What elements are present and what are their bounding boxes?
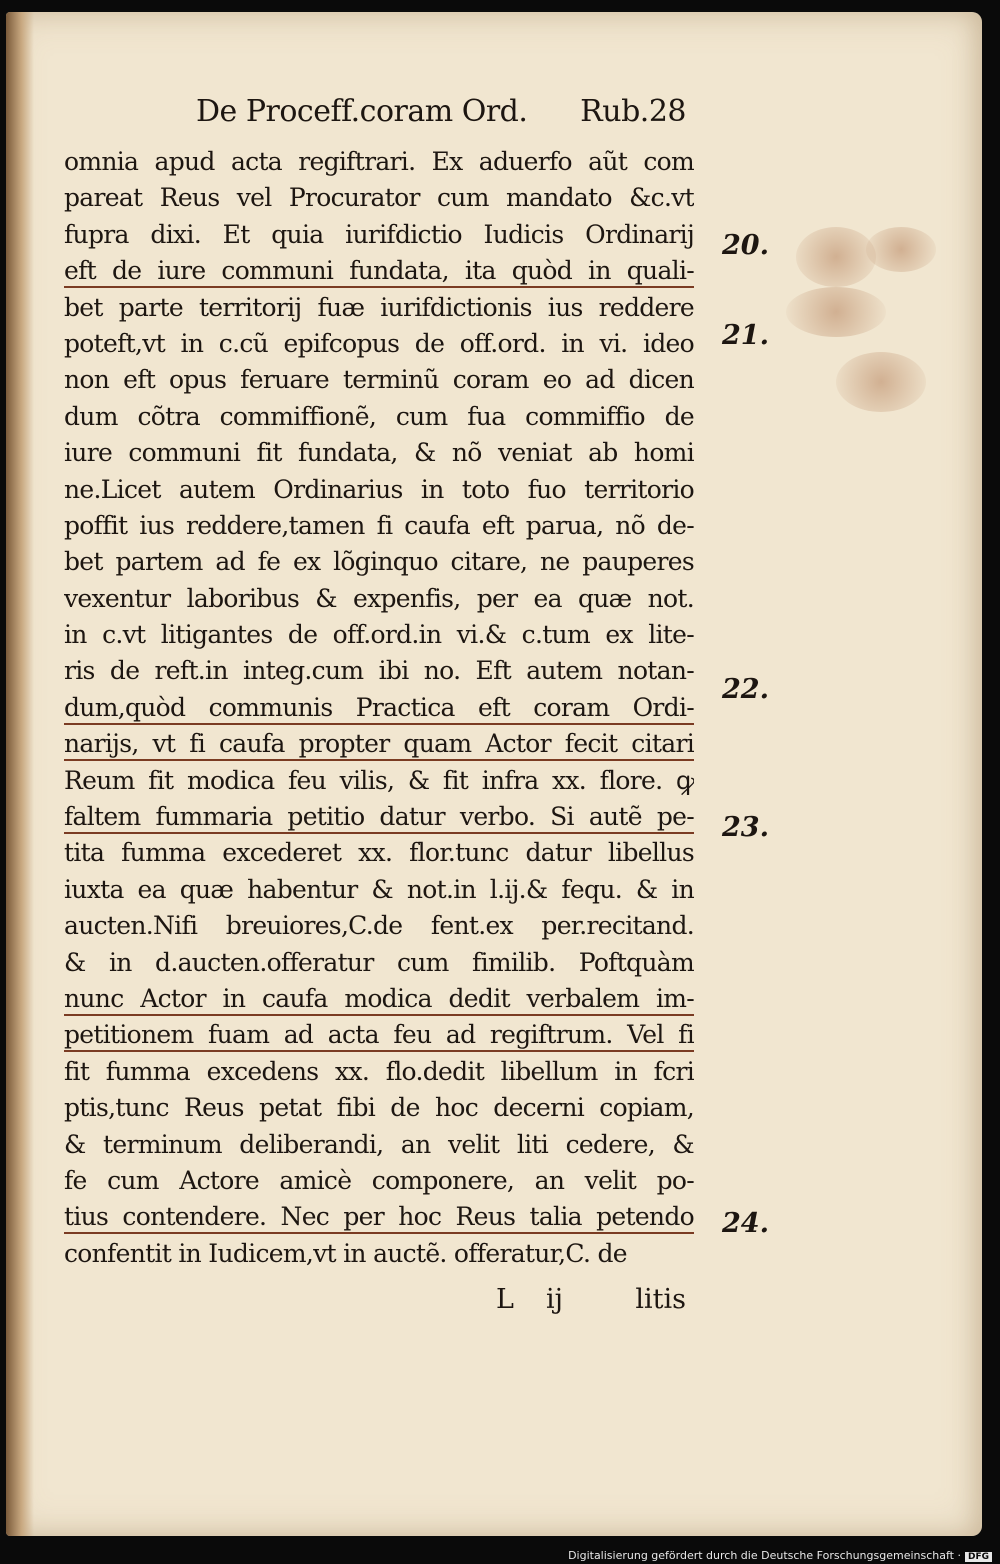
- margin-note-23: 23.: [722, 812, 769, 843]
- text-line: poffit ius reddere,tamen fi caufa eft parua, nõ de-: [64, 510, 694, 540]
- text-line: & terminum deliberandi, an velit liti cedere, &: [64, 1129, 694, 1159]
- text-line: pareat Reus vel Procurator cum mandato &c.vt: [64, 183, 694, 213]
- text-line: eft de iure communi fundata, ita quòd in quali-: [64, 253, 694, 289]
- signature-mark: L: [496, 1284, 514, 1315]
- text-line: ris de reft.in integ.cum ibi no. Eft autem notan-: [64, 656, 694, 686]
- foxing-stain: [836, 352, 926, 412]
- text-line: narijs, vt fi caufa propter quam Actor fecit citari: [64, 726, 694, 762]
- credit-text: Digitalisierung gefördert durch die Deutsche Forschungsgemeinschaft ·: [568, 1549, 961, 1562]
- margin-note-21: 21.: [722, 320, 769, 351]
- text-line: fupra dixi. Et quia iurifdictio Iudicis Ordinarij: [64, 219, 694, 249]
- text-line: fe cum Actore amicè componere, an velit po-: [64, 1165, 694, 1195]
- text-line: omnia apud acta regiftrari. Ex aduerfo aũt com: [64, 147, 694, 176]
- signature-leaf: ij: [546, 1284, 564, 1315]
- text-line: bet partem ad fe ex lõginquo citare, ne pauperes: [64, 547, 694, 577]
- text-line: dum,quòd communis Practica eft coram Ordi-: [64, 690, 694, 726]
- text-line: poteft,vt in c.cũ epifcopus de off.ord. in vi. ideo: [64, 328, 694, 358]
- foxing-stain: [786, 287, 886, 337]
- text-line: aucten.Nifi breuiores,C.de fent.ex per.recitand.: [64, 911, 694, 941]
- margin-note-24: 24.: [722, 1208, 769, 1239]
- margin-note-20: 20.: [722, 230, 769, 261]
- text-line: Reum fit modica feu vilis, & fit infra xx. flore. ꝙ: [64, 765, 694, 795]
- margin-note-22: 22.: [722, 674, 769, 705]
- text-line: vexentur laboribus & expenfis, per ea quæ not.: [64, 583, 694, 613]
- text-line: ne.Licet autem Ordinarius in toto fuo territorio: [64, 474, 694, 504]
- text-line: dum cõtra commiffionẽ, cum fua commiffio de: [64, 401, 694, 431]
- body-text: [64, 144, 694, 1272]
- text-line: iuxta ea quæ habentur & not.in l.ij.& fequ. & in: [64, 874, 694, 904]
- dfg-logo: DFG: [965, 1552, 992, 1562]
- running-header: [196, 88, 686, 138]
- text-line: fit fumma excedens xx. flo.dedit libellum in fcri: [64, 1056, 694, 1086]
- text-line: non eft opus feruare terminũ coram eo ad dicen: [64, 365, 694, 395]
- catchword: litis: [635, 1284, 686, 1315]
- text-line: nunc Actor in caufa modica dedit verbalem im-: [64, 981, 694, 1017]
- text-line: faltem fummaria petitio datur verbo. Si autẽ pe-: [64, 799, 694, 835]
- digitization-credit: [568, 1549, 992, 1562]
- text-line: iure communi fit fundata, & nõ veniat ab homi: [64, 438, 694, 468]
- text-line: tita fumma excederet xx. flor.tunc datur libellus: [64, 838, 694, 868]
- book-page: [6, 12, 982, 1536]
- page-gutter-shadow: [6, 12, 34, 1536]
- running-title: De Proceff.coram Ord.: [196, 94, 528, 129]
- text-line: tius contendere. Nec per hoc Reus talia petendo: [64, 1199, 694, 1235]
- foxing-stain: [866, 227, 936, 272]
- text-line: ptis,tunc Reus petat fibi de hoc decerni copiam,: [64, 1093, 694, 1123]
- text-line: & in d.aucten.offeratur cum fimilib. Poftquàm: [64, 947, 694, 977]
- text-line: confentit in Iudicem,vt in auctẽ. offeratur,C. de: [64, 1238, 627, 1268]
- text-line: bet parte territorij fuæ iurifdictionis ius reddere: [64, 292, 694, 322]
- foxing-stain: [796, 227, 876, 287]
- text-line: in c.vt litigantes de off.ord.in vi.& c.tum ex lite-: [64, 620, 694, 650]
- text-line: petitionem fuam ad acta feu ad regiftrum. Vel fi: [64, 1017, 694, 1053]
- rubric-number: Rub.28: [580, 94, 686, 129]
